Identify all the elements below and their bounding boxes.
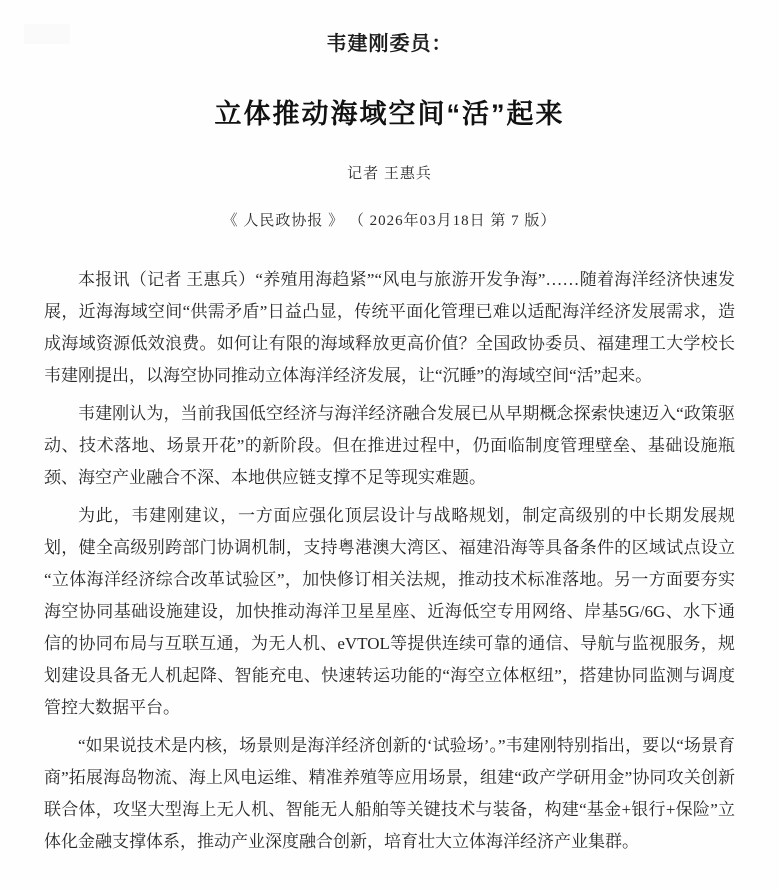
article-paragraph-4: “如果说技术是内核，场景则是海洋经济创新的‘试验场’。”韦建刚特别指出，要以“场景育商”拓展海岛物流、海上风电运维、精准养殖等应用场景，组建“政产学研用金”协同攻关创新联合体，攻坚大型海上无人机、智能无人船舶等关键技术与装备，构建“基金+银行+保险”立体化金融支撑体系，推动产业深度融合创新，培育壮大立体海洋经济产业集群。 (44, 736, 735, 852)
article-paragraph-3: 为此，韦建刚建议，一方面应强化顶层设计与战略规划，制定高级别的中长期发展规划，健全高级别跨部门协调机制，支持粤港澳大湾区、福建沿海等具备条件的区域试点设立“立体海洋经济综合改革试验区”，加快修订相关法规，推动技术标准落地。另一方面要夯实海空协同基础设施建设，加快推动海洋卫星星座、近海低空专用网络、岸基5G/6G、水下通信的协同布局与互联互通，为无人机、eVTOL等提供连续可靠的通信、导航与监视服务，规划建设具备无人机起降、智能充电、快速转运功能的“海空立体枢纽”，搭建协同监测与调度管控大数据平台。 (44, 506, 735, 718)
article-body (44, 264, 735, 858)
article-header (44, 30, 735, 232)
page-title: 立体推动海域空间“活”起来 (214, 99, 565, 129)
scan-artifact (24, 24, 70, 44)
article-paragraph-1: 本报讯（记者 王惠兵）“养殖用海趋紧”“风电与旅游开发争海”……随着海洋经济快速发展，近海海域空间“供需矛盾”日益凸显，传统平面化管理已难以适配海洋经济发展需求，造成海域资源低效浪费。如何让有限的海域释放更高价值？全国政协委员、福建理工大学校长韦建刚提出，以海空协同推动立体海洋经济发展，让“沉睡”的海域空间“活”起来。 (44, 270, 735, 386)
article-byline: 韦建刚委员： (326, 33, 453, 55)
article-reporter: 记者 王惠兵 (347, 166, 432, 183)
article-source-line: 《 人民政协报 》 （ 2026年03月18日 第 7 版） (222, 213, 557, 230)
article-paragraph-2: 韦建刚认为，当前我国低空经济与海洋经济融合发展已从早期概念探索快速迈入“政策驱动、技术落地、场景开花”的新阶段。但在推进过程中，仍面临制度管理壁垒、基础设施瓶颈、海空产业融合不深、本地供应链支撑不足等现实难题。 (44, 404, 735, 488)
